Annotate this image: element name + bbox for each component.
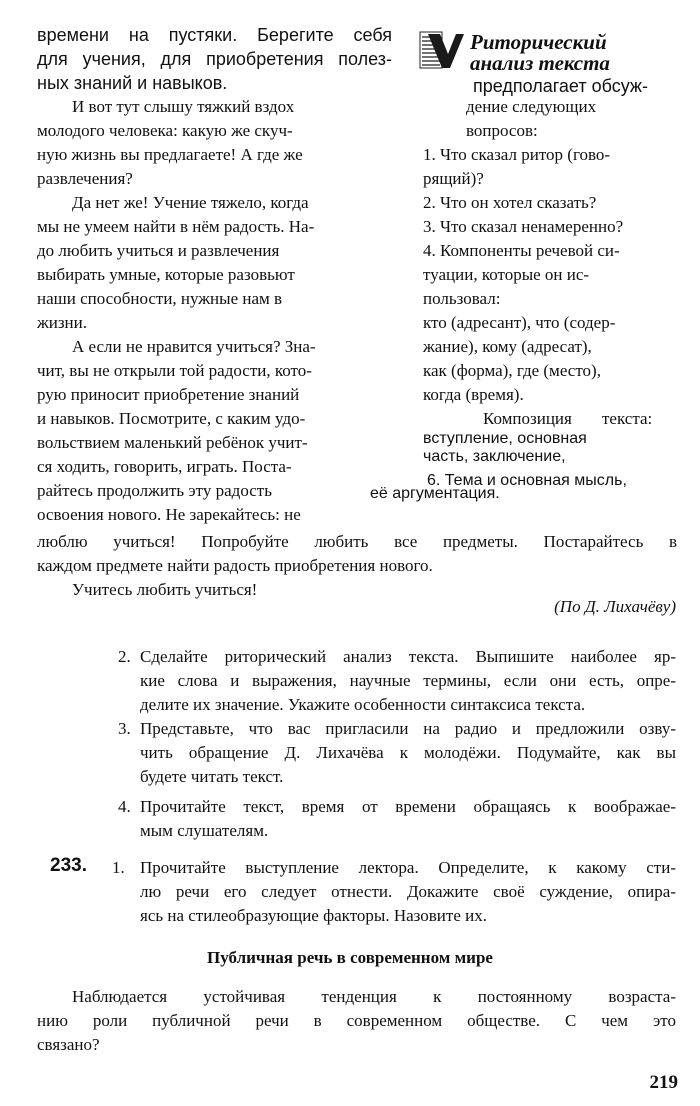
text-line: чит, вы не открыли той радости, кото- xyxy=(37,361,312,380)
text-line: ся ходить, говорить, играть. Поста- xyxy=(37,457,292,476)
box-line: Композиция xyxy=(483,409,572,428)
box-line: как (форма), где (место), xyxy=(423,361,601,380)
exercise-sub: 1. xyxy=(112,858,125,877)
task-line: делите их значение. Укажите особенности синтаксиса текста. xyxy=(140,695,586,714)
text-line: для учения, для приобретения полез- xyxy=(37,49,392,69)
task-line: Прочитайте текст, время от времени обращаясь к воображае- xyxy=(140,797,676,816)
text-line: ную жизнь вы предлагаете! А где же xyxy=(37,145,303,164)
text-line: жизни. xyxy=(37,313,88,332)
box-line: пользовал: xyxy=(423,289,501,308)
text-line: А если не нравится учиться? Зна- xyxy=(72,337,316,356)
page-number: 219 xyxy=(649,1072,678,1093)
box-line: когда (время). xyxy=(423,385,524,404)
box-line: рящий)? xyxy=(423,169,484,188)
text-line: и навыков. Посмотрите, с каким удо- xyxy=(37,409,306,428)
exercise-line: Прочитайте выступление лектора. Определите, к какому сти- xyxy=(140,858,676,877)
text-line: мы не умеем найти в нём радость. На- xyxy=(37,217,315,236)
box-title-line2: анализ текста xyxy=(470,51,610,75)
task-line: мым слушателям. xyxy=(140,821,269,840)
text-line: освоения нового. Не зарекайтесь: не xyxy=(37,505,301,524)
text-line: Учитесь любить учиться! xyxy=(72,580,258,599)
box-line: 1. Что сказал ритор (гово- xyxy=(423,145,611,164)
text-line: связано? xyxy=(37,1035,100,1054)
task-line: Представьте, что вас пригласили на радио и предложили озву- xyxy=(140,719,676,738)
text-line: до любить учиться и развлечения xyxy=(37,241,280,260)
task-number: 3. xyxy=(118,719,131,738)
text-line: люблю учиться! Попробуйте любить все предметы. Постарайтесь в xyxy=(37,532,677,551)
box-line: жание), кому (адресат), xyxy=(423,337,592,356)
box-line: текста: xyxy=(602,409,653,428)
rhetoric-logo-icon xyxy=(418,28,466,74)
box-line: часть, заключение, xyxy=(423,448,566,465)
task-number: 4. xyxy=(118,797,131,816)
box-line: 4. Компоненты речевой си- xyxy=(423,241,620,260)
exercise-number: 233. xyxy=(50,855,87,876)
text-line: нию роли публичной речи в современном обществе. С чем это xyxy=(37,1011,676,1030)
task-line: Сделайте риторический анализ текста. Выпишите наиболее яр- xyxy=(140,647,676,666)
section-heading: Публичная речь в современном мире xyxy=(207,948,493,967)
text-line: Наблюдается устойчивая тенденция к постоянному возраста- xyxy=(72,987,676,1006)
box-line: вопросов: xyxy=(466,121,538,140)
exercise-line: лю речи его следует отнести. Докажите своё суждение, опира- xyxy=(140,882,676,901)
text-line: развлечения? xyxy=(37,169,133,188)
text-line: И вот тут слышу тяжкий вздох xyxy=(72,97,295,116)
box-line: вступление, основная xyxy=(423,430,587,447)
text-line: выбирать умные, которые разовьют xyxy=(37,265,295,284)
box-title-line1: Риторический xyxy=(470,30,607,54)
text-line: Да нет же! Учение тяжело, когда xyxy=(72,193,309,212)
box-line: 6. Тема и основная мысль, xyxy=(427,472,627,489)
box-line: 2. Что он хотел сказать? xyxy=(423,193,597,212)
box-line: дение следующих xyxy=(466,97,597,116)
text-line: времени на пустяки. Берегите себя xyxy=(37,25,392,45)
box-intro: предполагает обсуж- xyxy=(473,76,648,96)
box-line: туации, которые он ис- xyxy=(423,265,590,284)
box-line: её аргументация. xyxy=(370,485,500,502)
text-line: райтесь продолжить эту радость xyxy=(37,481,272,500)
task-line: кие слова и выражения, научные термины, если они есть, опре- xyxy=(140,671,676,690)
exercise-line: ясь на стилеобразующие факторы. Назовите их. xyxy=(140,906,487,925)
text-line: молодого человека: какую же скуч- xyxy=(37,121,293,140)
task-line: будете читать текст. xyxy=(140,767,284,786)
text-line: вольствием маленький ребёнок учит- xyxy=(37,433,308,452)
text-line: наши способности, нужные нам в xyxy=(37,289,283,308)
task-line: чить обращение Д. Лихачёва к молодёжи. Подумайте, как вы xyxy=(140,743,676,762)
box-line: 3. Что сказал ненамеренно? xyxy=(423,217,624,236)
text-line: ных знаний и навыков. xyxy=(37,73,228,93)
box-line: кто (адресант), что (содер- xyxy=(423,313,616,332)
text-line: рую приносит приобретение знаний xyxy=(37,385,300,404)
text-line: каждом предмете найти радость приобретения нового. xyxy=(37,556,433,575)
task-number: 2. xyxy=(118,647,131,666)
attribution: (По Д. Лихачёву) xyxy=(554,597,676,616)
